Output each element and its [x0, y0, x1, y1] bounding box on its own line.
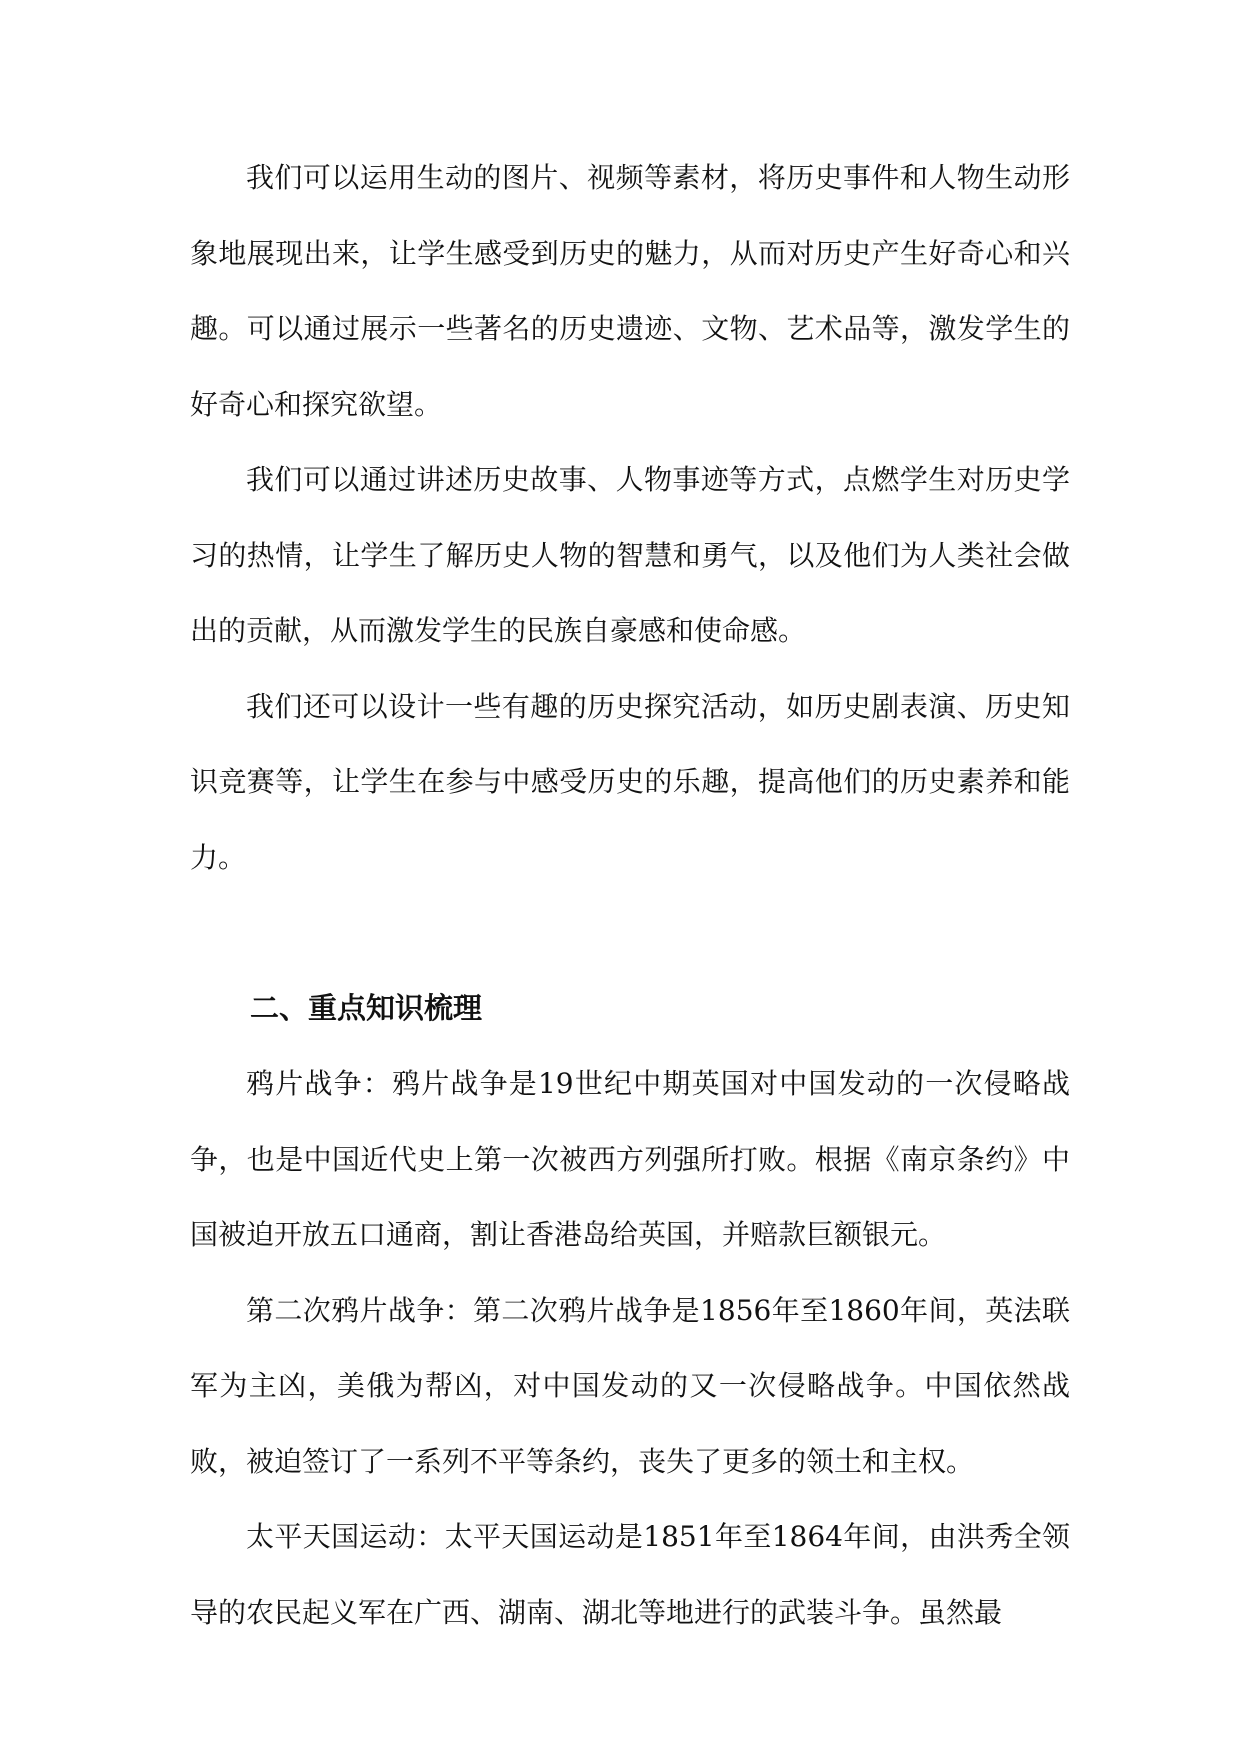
paragraph-opium-war: 鸦片战争：鸦片战争是19世纪中期英国对中国发动的一次侵略战争，也是中国近代史上第一次被西方列强所打败。根据《南京条约》中国被迫开放五口通商，割让香港岛给英国，并赔款巨额银元。 — [190, 1067, 1070, 1251]
paragraph-second-opium-war: 第二次鸦片战争：第二次鸦片战争是1856年至1860年间，英法联军为主凶，美俄为帮凶，对中国发动的又一次侵略战争。中国依然战败，被迫签订了一系列不平等条约，丧失了更多的领土和主权。 — [190, 1293, 1070, 1478]
section-spacer — [190, 895, 1070, 971]
paragraph-taiping: 太平天国运动：太平天国运动是1851年至1864年间，由洪秀全领导的农民起义军在广西、湖南、湖北等地进行的武装斗争。虽然最 — [190, 1520, 1070, 1629]
section-heading: 二、重点知识梳理 — [250, 990, 483, 1025]
page-content — [190, 140, 1070, 1650]
paragraph-intro-2: 我们可以通过讲述历史故事、人物事迹等方式，点燃学生对历史学习的热情，让学生了解历史人物的智慧和勇气，以及他们为人类社会做出的贡献，从而激发学生的民族自豪感和使命感。 — [190, 463, 1070, 647]
paragraph-intro-1: 我们可以运用生动的图片、视频等素材，将历史事件和人物生动形象地展现出来，让学生感受到历史的魅力，从而对历史产生好奇心和兴趣。可以通过展示一些著名的历史遗迹、文物、艺术品等，激发学生的好奇心和探究欲望。 — [190, 161, 1070, 421]
paragraph-intro-3: 我们还可以设计一些有趣的历史探究活动，如历史剧表演、历史知识竞赛等，让学生在参与中感受历史的乐趣，提高他们的历史素养和能力。 — [190, 689, 1070, 874]
